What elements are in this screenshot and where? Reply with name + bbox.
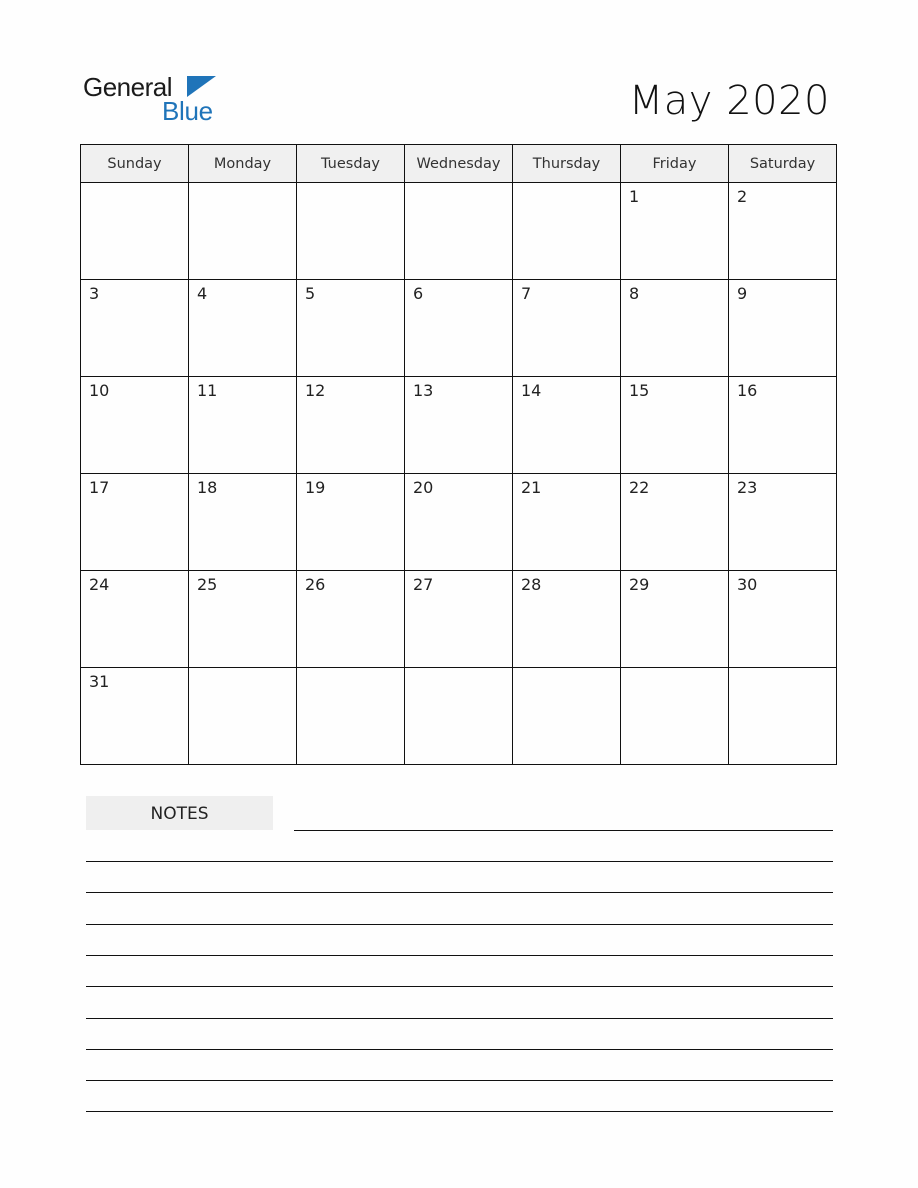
day-cell[interactable]	[729, 668, 837, 765]
day-number: 17	[89, 478, 110, 497]
notes-line[interactable]	[86, 861, 833, 862]
day-number	[189, 668, 296, 672]
day-cell[interactable]	[729, 474, 837, 571]
day-number: 18	[197, 478, 218, 497]
day-cell[interactable]	[513, 668, 621, 765]
day-cell[interactable]	[81, 280, 189, 377]
day-cell[interactable]	[81, 183, 189, 280]
notes-line[interactable]	[294, 830, 833, 831]
day-cell[interactable]	[297, 571, 405, 668]
day-number: 13	[413, 381, 434, 400]
day-number: 7	[521, 284, 532, 303]
day-cell[interactable]	[621, 668, 729, 765]
day-cell[interactable]	[513, 377, 621, 474]
notes-line[interactable]	[86, 1111, 833, 1112]
day-number: 22	[629, 478, 650, 497]
day-cell[interactable]	[621, 474, 729, 571]
weekday-header: Tuesday	[297, 145, 405, 183]
day-cell[interactable]	[513, 280, 621, 377]
day-number	[513, 668, 620, 672]
day-number: 26	[305, 575, 326, 594]
day-number	[81, 183, 188, 187]
day-number	[189, 183, 296, 187]
day-cell[interactable]	[729, 571, 837, 668]
day-number	[621, 668, 728, 672]
day-cell[interactable]	[405, 474, 513, 571]
day-cell[interactable]	[513, 571, 621, 668]
day-cell[interactable]	[297, 668, 405, 765]
day-cell[interactable]	[729, 183, 837, 280]
day-number: 27	[413, 575, 434, 594]
day-number: 8	[629, 284, 640, 303]
day-cell[interactable]	[189, 571, 297, 668]
week-row	[81, 474, 837, 571]
day-number	[297, 668, 404, 672]
day-number: 25	[197, 575, 218, 594]
day-number: 2	[737, 187, 748, 206]
notes-line[interactable]	[86, 924, 833, 925]
calendar-grid	[80, 144, 837, 765]
day-number: 5	[305, 284, 316, 303]
weekday-header-row	[81, 145, 837, 183]
notes-line[interactable]	[86, 986, 833, 987]
weekday-header: Wednesday	[405, 145, 513, 183]
day-number: 1	[629, 187, 640, 206]
day-number	[729, 668, 836, 672]
weekday-header: Sunday	[81, 145, 189, 183]
day-number	[513, 183, 620, 187]
day-number: 16	[737, 381, 758, 400]
day-cell[interactable]	[189, 474, 297, 571]
notes-line[interactable]	[86, 892, 833, 893]
day-number: 20	[413, 478, 434, 497]
day-cell[interactable]	[621, 183, 729, 280]
weekday-header: Thursday	[513, 145, 621, 183]
weekday-header: Monday	[189, 145, 297, 183]
day-number: 15	[629, 381, 650, 400]
notes-line[interactable]	[86, 1080, 833, 1081]
day-number: 28	[521, 575, 542, 594]
day-cell[interactable]	[621, 571, 729, 668]
day-number: 11	[197, 381, 218, 400]
day-number: 6	[413, 284, 424, 303]
day-cell[interactable]	[81, 668, 189, 765]
day-cell[interactable]	[729, 377, 837, 474]
day-cell[interactable]	[513, 183, 621, 280]
day-number: 3	[89, 284, 100, 303]
day-cell[interactable]	[81, 571, 189, 668]
brand-logo	[83, 70, 223, 126]
week-row	[81, 571, 837, 668]
day-cell[interactable]	[189, 668, 297, 765]
day-number	[405, 668, 512, 672]
notes-line[interactable]	[86, 1049, 833, 1050]
day-cell[interactable]	[405, 571, 513, 668]
day-number: 29	[629, 575, 650, 594]
day-cell[interactable]	[297, 377, 405, 474]
notes-label: NOTES	[86, 796, 273, 830]
logo-text-blue: Blue	[162, 96, 213, 126]
day-cell[interactable]	[189, 377, 297, 474]
day-cell[interactable]	[405, 280, 513, 377]
logo-text-general: General	[83, 72, 172, 102]
day-number: 9	[737, 284, 748, 303]
day-cell[interactable]	[405, 377, 513, 474]
day-cell[interactable]	[621, 377, 729, 474]
day-cell[interactable]	[189, 183, 297, 280]
week-row	[81, 280, 837, 377]
day-cell[interactable]	[81, 474, 189, 571]
day-number: 23	[737, 478, 758, 497]
notes-line[interactable]	[86, 955, 833, 956]
day-number: 14	[521, 381, 542, 400]
day-number: 21	[521, 478, 542, 497]
day-number: 30	[737, 575, 758, 594]
day-cell[interactable]	[405, 183, 513, 280]
page-title: May 2020	[628, 78, 830, 124]
day-cell[interactable]	[621, 280, 729, 377]
day-cell[interactable]	[405, 668, 513, 765]
day-number: 19	[305, 478, 326, 497]
day-cell[interactable]	[297, 474, 405, 571]
weekday-header: Saturday	[729, 145, 837, 183]
day-number	[297, 183, 404, 187]
week-row	[81, 377, 837, 474]
week-row	[81, 183, 837, 280]
day-number: 4	[197, 284, 208, 303]
day-cell[interactable]	[729, 280, 837, 377]
day-cell[interactable]	[81, 377, 189, 474]
day-number: 24	[89, 575, 110, 594]
notes-line[interactable]	[86, 1018, 833, 1019]
day-cell[interactable]	[513, 474, 621, 571]
day-number: 12	[305, 381, 326, 400]
week-row	[81, 668, 837, 765]
weekday-header: Friday	[621, 145, 729, 183]
day-number	[405, 183, 512, 187]
day-cell[interactable]	[297, 280, 405, 377]
day-cell[interactable]	[189, 280, 297, 377]
day-number: 31	[89, 672, 110, 691]
day-cell[interactable]	[297, 183, 405, 280]
day-number: 10	[89, 381, 110, 400]
triangle-logo-icon	[187, 76, 216, 97]
